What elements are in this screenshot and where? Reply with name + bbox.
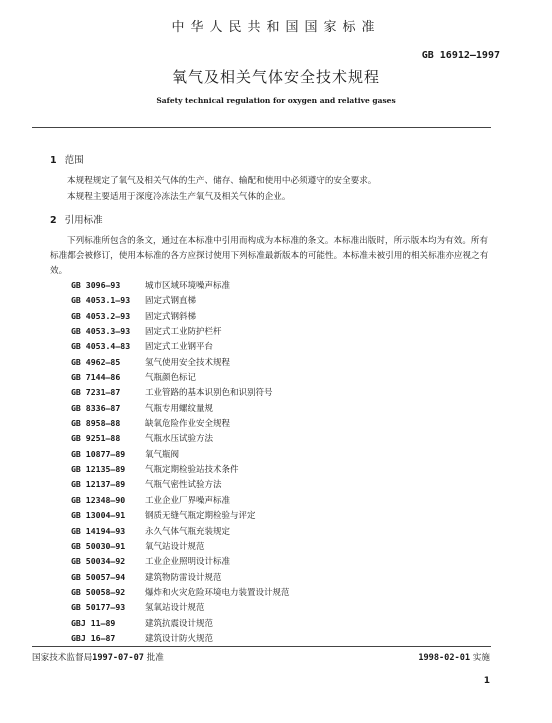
reference-item — [71, 324, 290, 339]
approval-org: 国家技术监督局 — [32, 653, 93, 663]
section-1-title: 范围 — [64, 155, 84, 166]
reference-code: GB 14194—93 — [71, 525, 126, 536]
section-1-heading — [50, 152, 84, 166]
reference-title: 爆炸和火灾危险环境电力装置设计规范 — [145, 587, 290, 598]
reference-item — [71, 370, 290, 385]
reference-item — [71, 493, 290, 508]
page-number: 1 — [483, 676, 490, 686]
reference-item — [71, 309, 290, 324]
reference-title: 缺氧危险作业安全规程 — [145, 419, 231, 430]
reference-title: 气瓶专用螺纹量规 — [145, 403, 214, 414]
reference-code: GB 7144—86 — [71, 372, 121, 383]
reference-title: 氢氧站设计规范 — [145, 603, 205, 614]
section-2-title: 引用标准 — [64, 215, 103, 226]
section-1-para-2: 本规程主要适用于深度冷冻法生产氧气及相关气体的企业。 — [67, 192, 291, 202]
reference-code: GBJ 16—87 — [71, 632, 116, 643]
reference-code: GB 12348—90 — [71, 494, 126, 505]
reference-title: 气瓶颜色标记 — [145, 373, 197, 384]
reference-item — [71, 570, 290, 585]
reference-item — [71, 616, 290, 631]
reference-code: GB 13004—91 — [71, 510, 126, 521]
implementation-line — [418, 651, 490, 663]
reference-item — [71, 401, 290, 416]
approval-date: 1997-07-07 — [92, 653, 144, 663]
header-rule — [32, 127, 491, 128]
reference-item — [71, 339, 290, 354]
reference-title: 城市区域环境噪声标准 — [145, 281, 231, 291]
reference-item — [71, 539, 290, 554]
reference-title: 建筑抗震设计规范 — [145, 618, 214, 629]
reference-item — [71, 477, 290, 492]
reference-code: GB 9251—88 — [71, 433, 121, 444]
reference-code: GB 50058—92 — [71, 586, 126, 597]
reference-title: 氧气瓶阀 — [145, 449, 180, 460]
approval-label: 批准 — [146, 653, 164, 663]
reference-code: GB 8336—87 — [71, 402, 121, 413]
reference-code: GB 12135—89 — [71, 464, 126, 475]
reference-item — [71, 447, 290, 462]
reference-title: 固定式钢直梯 — [145, 296, 197, 307]
english-title: Safety technical regulation for oxygen and relative gases — [156, 96, 396, 105]
reference-code: GB 50034—92 — [71, 556, 126, 567]
reference-item — [71, 600, 290, 615]
reference-item — [71, 431, 290, 446]
reference-code: GB 4962—85 — [71, 356, 121, 367]
reference-code: GB 7231—87 — [71, 387, 121, 398]
reference-item — [71, 385, 290, 400]
reference-code: GBJ 11—89 — [71, 617, 116, 628]
implementation-label: 实施 — [472, 653, 490, 663]
reference-code: GB 10877—89 — [71, 448, 126, 459]
reference-item — [71, 585, 290, 600]
reference-title: 钢质无缝气瓶定期检验与评定 — [145, 511, 256, 522]
reference-title: 工业企业照明设计标准 — [145, 557, 231, 568]
reference-code: GB 50030—91 — [71, 540, 126, 551]
reference-code: GB 3096—93 — [71, 280, 121, 290]
reference-code: GB 4053.2—93 — [71, 310, 131, 321]
reference-title: 气瓶定期检验站技术条件 — [145, 465, 239, 476]
reference-item — [71, 293, 290, 308]
reference-item — [71, 631, 290, 646]
reference-title: 氧气站设计规范 — [145, 541, 205, 552]
reference-title: 氢气使用安全技术规程 — [145, 357, 231, 368]
reference-title: 工业管路的基本识别色和识别符号 — [145, 388, 273, 399]
reference-item — [71, 554, 290, 569]
reference-title: 永久气体气瓶充装规定 — [145, 526, 231, 537]
reference-title: 固定式钢斜梯 — [145, 311, 197, 322]
approval-line — [32, 651, 164, 663]
reference-title: 建筑物防雷设计规范 — [145, 572, 222, 583]
reference-code: GB 12137—89 — [71, 479, 126, 490]
section-2-para: 下列标准所包含的条文，通过在本标准中引用而构成为本标准的条文。本标准出版时，所示版本均为有效。所有标准都会被修订，使用本标准的各方应探讨使用下列标准最新版本的可能性。本标准未被引用的相关标准亦应视之有效。 — [50, 236, 489, 276]
reference-code: GB 8958—88 — [71, 418, 121, 429]
reference-code: GB 4053.3—93 — [71, 326, 131, 337]
reference-code: GB 4053.4—83 — [71, 341, 131, 352]
national-standard-heading: 中华人民共和国国家标准 — [171, 20, 381, 35]
reference-code: GB 4053.1—93 — [71, 295, 131, 306]
section-1-para-1: 本规程规定了氧气及相关气体的生产、储存、输配和使用中必须遵守的安全要求。 — [67, 176, 377, 186]
reference-code: GB 50057—94 — [71, 571, 126, 582]
section-2-heading — [50, 212, 103, 226]
reference-item — [71, 508, 290, 523]
reference-item — [71, 416, 290, 431]
implementation-date: 1998-02-01 — [418, 653, 471, 663]
reference-title: 建筑设计防火规范 — [145, 633, 214, 644]
section-2-number: 2 — [50, 215, 57, 226]
document-title: 氧气及相关气体安全技术规程 — [171, 68, 380, 86]
reference-title: 气瓶水压试验方法 — [145, 434, 214, 445]
standard-code: GB 16912—1997 — [421, 50, 500, 61]
reference-title: 气瓶气密性试验方法 — [145, 480, 222, 491]
section-1-number: 1 — [50, 155, 57, 166]
reference-item — [71, 524, 290, 539]
reference-item — [71, 278, 290, 293]
reference-title: 工业企业厂界噪声标准 — [145, 495, 231, 506]
reference-title: 固定式工业钢平台 — [145, 342, 214, 353]
reference-code: GB 50177—93 — [71, 602, 126, 613]
reference-item — [71, 355, 290, 370]
reference-title: 固定式工业防护栏杆 — [145, 327, 222, 338]
reference-list — [71, 278, 290, 646]
reference-item — [71, 462, 290, 477]
footer-rule — [32, 646, 491, 647]
